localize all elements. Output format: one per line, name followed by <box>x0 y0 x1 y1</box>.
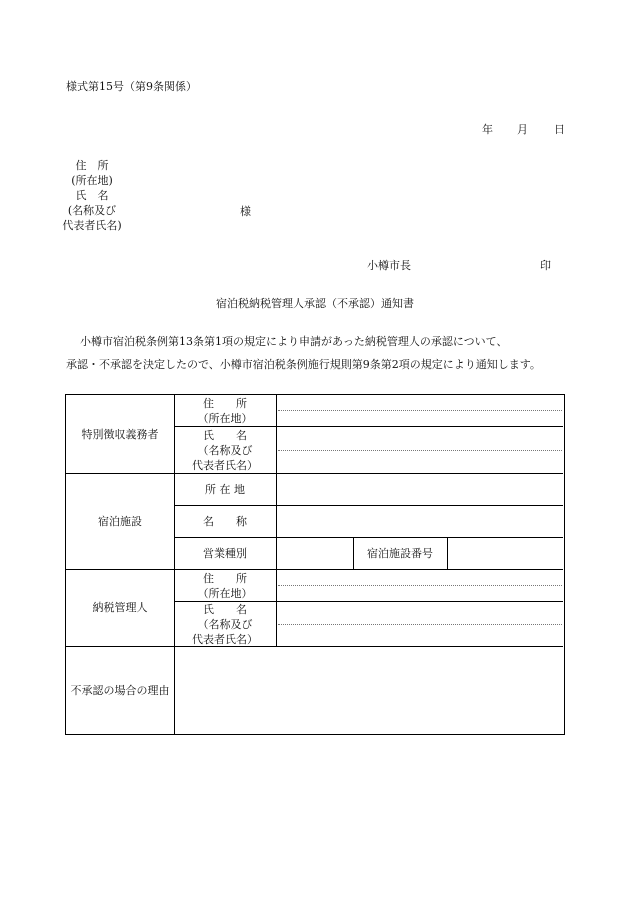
special-collector-label <box>66 395 174 473</box>
manager-name-sub2: 代表者氏名） <box>192 633 258 646</box>
business-type-label <box>174 537 276 569</box>
facility-name-label <box>174 505 276 537</box>
facility-location-label <box>174 473 276 505</box>
collector-address-sub: （所在地） <box>197 412 253 425</box>
collector-name-sub2: 代表者氏名） <box>192 459 258 472</box>
date-day: 日 <box>554 123 565 136</box>
date-year: 年 <box>482 123 493 136</box>
facility-number-text: 宿泊施設番号 <box>367 546 433 560</box>
collector-name-text: 氏 名 <box>203 429 247 442</box>
tax-manager-text: 納税管理人 <box>92 601 148 614</box>
facility-location-text: 所 在 地 <box>205 482 245 496</box>
date-month: 月 <box>517 123 528 136</box>
collector-name-sub1: （名称及び <box>197 444 253 457</box>
recipient-name-sub2: 代表者氏名) <box>62 219 122 232</box>
body-line-2: 承認・不承認を決定したので、小樽市宿泊税条例施行規則第9条第2項の規定により通知します。 <box>66 358 541 371</box>
manager-address-text: 住 所 <box>203 572 247 585</box>
issuer-title: 小樽市長 <box>367 259 411 272</box>
rejection-reason-label <box>66 646 174 734</box>
facility-text: 宿泊施設 <box>98 514 142 528</box>
rejection-reason-field[interactable] <box>175 647 563 734</box>
collector-address-text: 住 所 <box>203 397 247 410</box>
tax-manager-label <box>66 569 174 646</box>
facility-label <box>66 473 174 569</box>
notice-table <box>65 394 565 735</box>
manager-address-sub: （所在地） <box>197 587 253 600</box>
recipient-block <box>58 158 126 233</box>
recipient-address-label: 住 所 <box>75 159 109 172</box>
recipient-honorific: 様 <box>240 205 251 218</box>
collector-name-label <box>174 428 276 473</box>
document-title: 宿泊税納税管理人承認（不承認）通知書 <box>216 297 414 310</box>
recipient-name-label: 氏 名 <box>75 189 109 202</box>
manager-name-sub1: （名称及び <box>197 618 253 631</box>
business-type-text: 営業種別 <box>203 546 247 560</box>
facility-number-label <box>353 537 447 569</box>
form-number: 様式第15号（第9条関係） <box>66 80 197 93</box>
rejection-reason-text: 不承認の場合の理由 <box>70 683 170 697</box>
recipient-name-sub1: (名称及び <box>67 204 117 217</box>
recipient-address-sub: (所在地) <box>71 174 113 187</box>
body-line-1: 小樽市宿泊税条例第13条第1項の規定により申請があった納税管理人の承認について、 <box>80 335 508 348</box>
facility-name-text: 名 称 <box>203 514 247 528</box>
special-collector-text: 特別徴収義務者 <box>81 427 159 441</box>
manager-name-text: 氏 名 <box>203 603 247 616</box>
collector-address-label <box>174 396 276 426</box>
issuer-seal: 印 <box>540 259 551 272</box>
manager-address-label <box>174 571 276 601</box>
manager-name-label <box>174 602 276 647</box>
